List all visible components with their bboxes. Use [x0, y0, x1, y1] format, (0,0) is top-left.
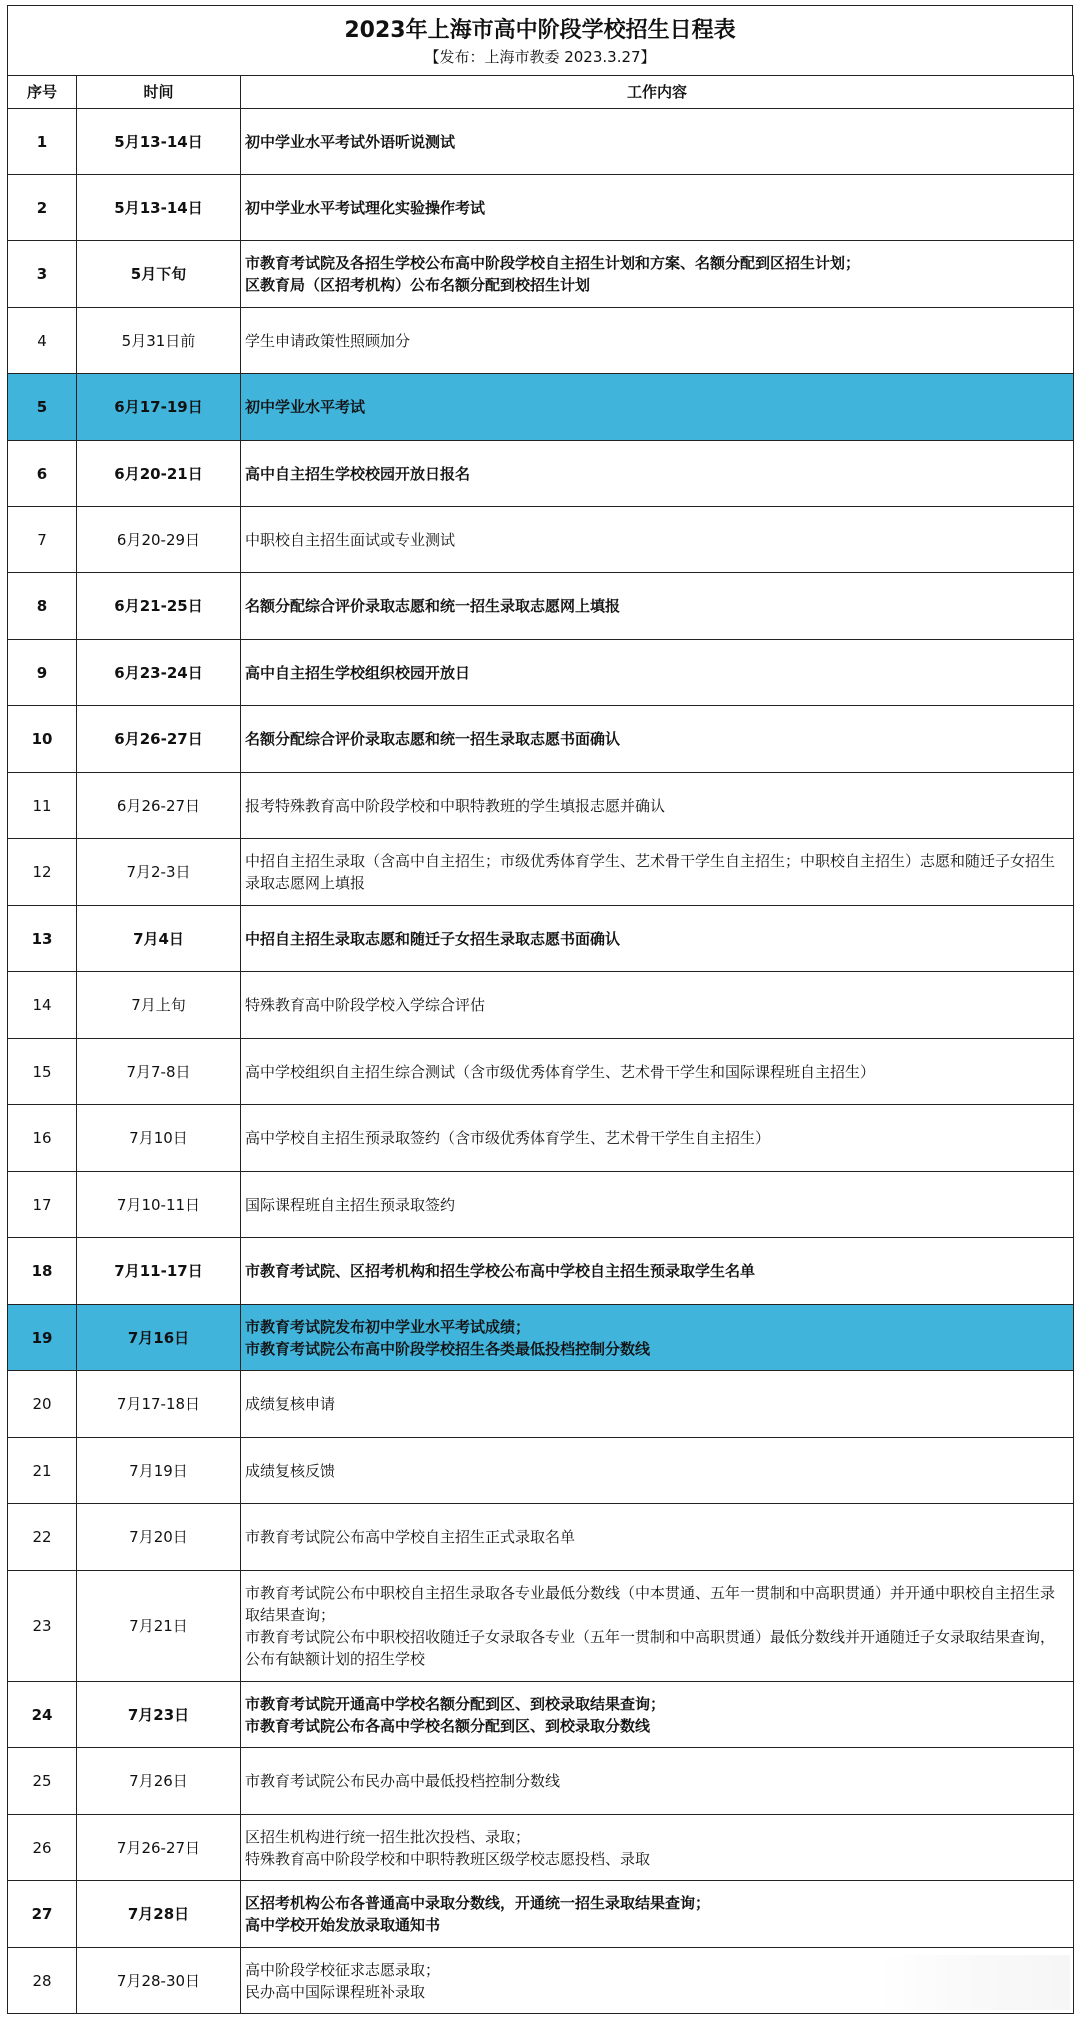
row-time: 7月20日: [77, 1504, 241, 1571]
table-row: [8, 1682, 1074, 1748]
row-time: 6月20-29日: [77, 507, 241, 573]
content-line: 报考特殊教育高中阶段学校和中职特教班的学生填报志愿并确认: [245, 796, 666, 815]
row-number: 13: [8, 906, 77, 972]
table-row: [8, 1815, 1074, 1881]
row-time: 7月28日: [77, 1881, 241, 1948]
row-time: 7月16日: [77, 1305, 241, 1371]
row-content: [241, 507, 1074, 573]
row-number: 4: [8, 308, 77, 374]
row-time: 7月11-17日: [77, 1238, 241, 1305]
content-line: 成绩复核申请: [245, 1395, 336, 1413]
content-line: 中招自主招生录取志愿和随迁子女招生录取志愿书面确认: [245, 929, 621, 948]
row-number: 21: [8, 1438, 77, 1504]
row-content: [241, 1371, 1074, 1438]
content-line: 国际课程班自主招生预录取签约: [245, 1195, 456, 1214]
content-line: 市教育考试院公布各高中学校名额分配到区、到校录取分数线: [245, 1716, 651, 1735]
row-number: 24: [8, 1682, 77, 1748]
row-time: 7月19日: [77, 1438, 241, 1504]
content-line: 高中学校组织自主招生综合测试（含市级优秀体育学生、艺术骨干学生和国际课程班自主招生）: [245, 1062, 876, 1081]
content-line: 高中学校开始发放录取通知书: [245, 1916, 441, 1934]
table-row: [8, 175, 1074, 241]
content-line: 成绩复核反馈: [245, 1461, 336, 1480]
row-content: [241, 573, 1074, 640]
table-row: [8, 1748, 1074, 1815]
row-number: 1: [8, 109, 77, 175]
table-row: [8, 507, 1074, 573]
table-row: [8, 1881, 1074, 1948]
row-content: [241, 1504, 1074, 1571]
row-number: 23: [8, 1571, 77, 1682]
table-row: [8, 1105, 1074, 1172]
row-content: [241, 441, 1074, 507]
table-row: [8, 640, 1074, 706]
content-line: 中职校自主招生面试或专业测试: [245, 530, 456, 549]
row-time: 5月13-14日: [77, 175, 241, 241]
row-number: 7: [8, 507, 77, 573]
content-line: 市教育考试院及各招生学校公布高中阶段学校自主招生计划和方案、名额分配到区招生计划；: [245, 254, 861, 272]
page-title: 2023年上海市高中阶段学校招生日程表: [344, 18, 736, 43]
table-row: [8, 308, 1074, 374]
schedule-table: [7, 75, 1074, 2014]
schedule-sheet: [7, 5, 1073, 2014]
row-content: [241, 1881, 1074, 1948]
table-body: [8, 109, 1074, 2014]
row-number: 15: [8, 1039, 77, 1105]
content-line: 区教育局（区招考机构）公布名额分配到校招生计划: [245, 276, 591, 294]
content-line: 区招生机构进行统一招生批次投档、录取；: [245, 1827, 531, 1846]
row-content: [241, 1682, 1074, 1748]
row-content: [241, 773, 1074, 839]
row-number: 10: [8, 706, 77, 773]
row-content: [241, 706, 1074, 773]
row-time: 5月13-14日: [77, 109, 241, 175]
content-line: 区招考机构公布各普通高中录取分数线，开通统一招生录取结果查询；: [245, 1894, 711, 1912]
table-row: [8, 1371, 1074, 1438]
content-line: 市教育考试院公布中职校自主招生录取各专业最低分数线（中本贯通、五年一贯制和中高职贯通）并开通中职校自主招生录取结果查询；: [245, 1584, 1056, 1624]
table-row: [8, 1438, 1074, 1504]
row-time: 7月10-11日: [77, 1172, 241, 1238]
row-content: [241, 1438, 1074, 1504]
row-content: [241, 1815, 1074, 1881]
content-line: 名额分配综合评价录取志愿和统一招生录取志愿网上填报: [245, 597, 621, 615]
row-time: 7月23日: [77, 1682, 241, 1748]
row-content: [241, 109, 1074, 175]
row-number: 20: [8, 1371, 77, 1438]
row-number: 17: [8, 1172, 77, 1238]
row-number: 27: [8, 1881, 77, 1948]
row-content: [241, 1748, 1074, 1815]
table-row: [8, 839, 1074, 906]
row-number: 19: [8, 1305, 77, 1371]
publish-info: 【发布：上海市教委 2023.3.27】: [424, 48, 656, 66]
row-number: 3: [8, 241, 77, 308]
row-time: 5月31日前: [77, 308, 241, 374]
content-line: 市教育考试院发布初中学业水平考试成绩；: [245, 1317, 531, 1336]
row-time: 7月26日: [77, 1748, 241, 1815]
row-content: [241, 1039, 1074, 1105]
content-line: 市教育考试院、区招考机构和招生学校公布高中学校自主招生预录取学生名单: [245, 1262, 756, 1280]
row-time: 7月17-18日: [77, 1371, 241, 1438]
table-row: [8, 1238, 1074, 1305]
table-row: [8, 972, 1074, 1039]
column-header-content: 工作内容: [241, 76, 1074, 109]
row-number: 8: [8, 573, 77, 640]
table-row: [8, 1571, 1074, 1682]
row-content: [241, 1238, 1074, 1305]
content-line: 特殊教育高中阶段学校入学综合评估: [245, 996, 486, 1014]
content-line: 中招自主招生录取（含高中自主招生；市级优秀体育学生、艺术骨干学生自主招生；中职校自主招生）志愿和随迁子女招生录取志愿网上填报: [245, 852, 1056, 892]
row-content: [241, 972, 1074, 1039]
row-number: 26: [8, 1815, 77, 1881]
table-row: [8, 1172, 1074, 1238]
row-time: 6月23-24日: [77, 640, 241, 706]
row-time: 7月7-8日: [77, 1039, 241, 1105]
row-content: [241, 839, 1074, 906]
row-time: 6月17-19日: [77, 374, 241, 441]
row-number: 25: [8, 1748, 77, 1815]
table-row: [8, 773, 1074, 839]
content-line: 高中学校自主招生预录取签约（含市级优秀体育学生、艺术骨干学生自主招生）: [245, 1129, 771, 1147]
row-time: 6月26-27日: [77, 773, 241, 839]
content-line: 市教育考试院公布民办高中最低投档控制分数线: [245, 1772, 561, 1790]
table-row: [8, 706, 1074, 773]
table-header-row: [8, 76, 1074, 109]
content-line: 民办高中国际课程班补录取: [245, 1982, 426, 2001]
row-time: 6月26-27日: [77, 706, 241, 773]
row-number: 9: [8, 640, 77, 706]
row-number: 16: [8, 1105, 77, 1172]
row-time: 7月上旬: [77, 972, 241, 1039]
table-row: [8, 109, 1074, 175]
row-time: 7月21日: [77, 1571, 241, 1682]
content-line: 名额分配综合评价录取志愿和统一招生录取志愿书面确认: [245, 730, 621, 748]
row-time: 7月4日: [77, 906, 241, 972]
table-row: [8, 441, 1074, 507]
row-content: [241, 906, 1074, 972]
content-line: 市教育考试院公布中职校招收随迁子女录取各专业（五年一贯制和中高职贯通）最低分数线并开通随迁子女录取结果查询，公布有缺额计划的招生学校: [245, 1628, 1056, 1668]
row-content: [241, 1305, 1074, 1371]
row-content: [241, 175, 1074, 241]
row-content: [241, 1105, 1074, 1172]
row-number: 2: [8, 175, 77, 241]
table-row: [8, 241, 1074, 308]
row-number: 12: [8, 839, 77, 906]
content-line: 高中自主招生学校校园开放日报名: [245, 464, 471, 483]
title-box: [7, 5, 1073, 75]
table-row: [8, 573, 1074, 640]
row-number: 28: [8, 1948, 77, 2014]
content-line: 高中阶段学校征求志愿录取；: [245, 1960, 441, 1979]
row-content: [241, 374, 1074, 441]
content-line: 初中学业水平考试理化实验操作考试: [245, 198, 486, 217]
content-line: 特殊教育高中阶段学校和中职特教班区级学校志愿投档、录取: [245, 1849, 651, 1868]
row-time: 7月26-27日: [77, 1815, 241, 1881]
row-number: 22: [8, 1504, 77, 1571]
row-content: [241, 308, 1074, 374]
table-row: [8, 906, 1074, 972]
content-line: 学生申请政策性照顾加分: [245, 331, 411, 350]
corner-smudge: [880, 1955, 1070, 2010]
row-number: 5: [8, 374, 77, 441]
table-row: [8, 1305, 1074, 1371]
row-time: 7月2-3日: [77, 839, 241, 906]
table-row: [8, 1039, 1074, 1105]
content-line: 初中学业水平考试外语听说测试: [245, 132, 456, 151]
table-row: [8, 1504, 1074, 1571]
row-content: [241, 640, 1074, 706]
content-line: 市教育考试院公布高中学校自主招生正式录取名单: [245, 1528, 576, 1546]
row-content: [241, 241, 1074, 308]
row-time: 6月20-21日: [77, 441, 241, 507]
row-number: 11: [8, 773, 77, 839]
row-time: 5月下旬: [77, 241, 241, 308]
column-header-time: 时间: [77, 76, 241, 109]
content-line: 高中自主招生学校组织校园开放日: [245, 663, 471, 682]
content-line: 市教育考试院开通高中学校名额分配到区、到校录取结果查询；: [245, 1694, 666, 1713]
row-number: 6: [8, 441, 77, 507]
row-time: 7月10日: [77, 1105, 241, 1172]
content-line: 初中学业水平考试: [245, 398, 366, 416]
content-line: 市教育考试院公布高中阶段学校招生各类最低投档控制分数线: [245, 1339, 651, 1358]
row-content: [241, 1571, 1074, 1682]
table-row: [8, 374, 1074, 441]
row-number: 18: [8, 1238, 77, 1305]
row-number: 14: [8, 972, 77, 1039]
row-content: [241, 1172, 1074, 1238]
row-time: 6月21-25日: [77, 573, 241, 640]
column-header-num: 序号: [8, 76, 77, 109]
row-time: 7月28-30日: [77, 1948, 241, 2014]
